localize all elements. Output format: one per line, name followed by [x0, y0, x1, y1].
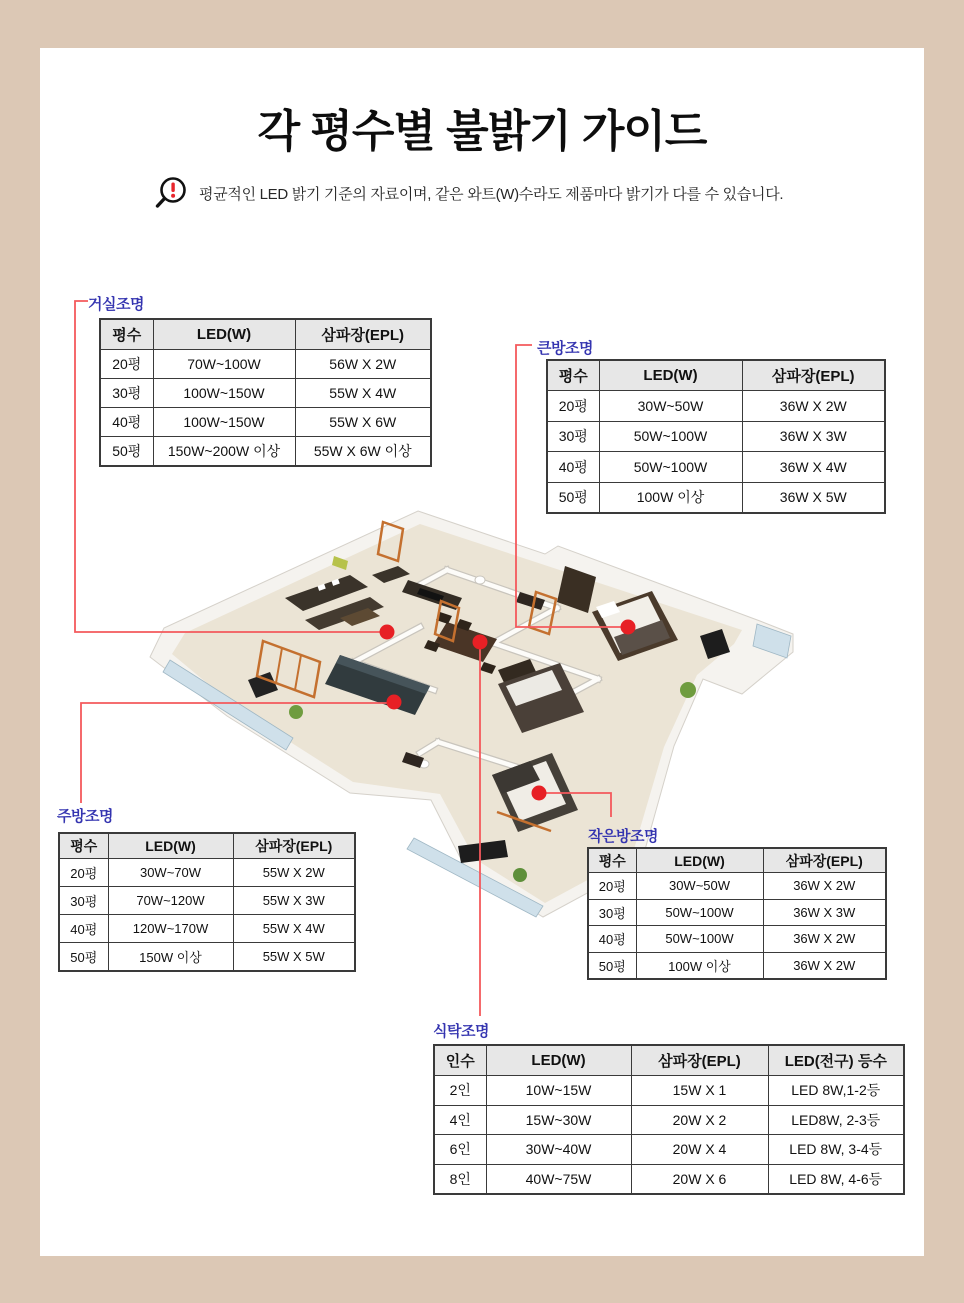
table-cell: LED8W, 2-3등: [768, 1105, 904, 1135]
table-cell: 50평: [100, 437, 153, 467]
header-row: [588, 848, 886, 873]
table-cell: 30W~70W: [108, 859, 233, 887]
table-cell: 36W X 2W: [763, 926, 886, 953]
table-row: [100, 408, 431, 437]
table-cell: 20평: [59, 859, 108, 887]
table-cell: 8인: [434, 1164, 486, 1194]
column-header: LED(W): [636, 848, 763, 873]
table-cell: 100W~150W: [153, 379, 295, 408]
table-cell: 36W X 4W: [742, 452, 885, 483]
column-header: 평수: [588, 848, 636, 873]
table-cell: 36W X 2W: [742, 391, 885, 422]
table-row: [59, 915, 355, 943]
dining-marker-dot: [473, 635, 488, 650]
table-cell: 100W 이상: [599, 482, 742, 513]
table-cell: 30W~50W: [636, 873, 763, 900]
table-row: [588, 952, 886, 979]
column-header: LED(W): [599, 360, 742, 391]
column-header: LED(W): [108, 833, 233, 859]
table-cell: 10W~15W: [486, 1076, 631, 1106]
header-row: [100, 319, 431, 350]
living-room-table-label: 거실조명: [88, 296, 144, 313]
header-row: [547, 360, 885, 391]
table-cell: 20평: [588, 873, 636, 900]
table-cell: 30평: [547, 421, 599, 452]
table-row: [547, 452, 885, 483]
table-cell: 150W 이상: [108, 943, 233, 972]
table-row: [59, 859, 355, 887]
table-cell: LED 8W,1-2등: [768, 1076, 904, 1106]
column-header: 삼파장(EPL): [742, 360, 885, 391]
plant: [289, 705, 303, 719]
column-header: 평수: [547, 360, 599, 391]
dining-table-table: [433, 1044, 905, 1195]
table-cell: 50W~100W: [636, 899, 763, 926]
table-row: [434, 1105, 904, 1135]
table-cell: 20W X 4: [631, 1135, 768, 1165]
table-cell: 55W X 5W: [233, 943, 355, 972]
column-header: 평수: [100, 319, 153, 350]
living-room-marker-dot: [380, 625, 395, 640]
table-row: [100, 350, 431, 379]
table-cell: 36W X 5W: [742, 482, 885, 513]
living-room-table: [99, 318, 432, 467]
kitchen-table-label: 주방조명: [57, 808, 113, 825]
table-cell: 20평: [547, 391, 599, 422]
table-row: [588, 873, 886, 900]
table-cell: 20W X 6: [631, 1164, 768, 1194]
table-cell: 50W~100W: [636, 926, 763, 953]
table-cell: 4인: [434, 1105, 486, 1135]
table-cell: 55W X 4W: [295, 379, 431, 408]
table-row: [588, 899, 886, 926]
table-cell: 20평: [100, 350, 153, 379]
table-cell: 50W~100W: [599, 421, 742, 452]
table-cell: 36W X 3W: [763, 899, 886, 926]
table-cell: 120W~170W: [108, 915, 233, 943]
table-cell: 50평: [588, 952, 636, 979]
column-header: 평수: [59, 833, 108, 859]
table-cell: LED 8W, 3-4등: [768, 1135, 904, 1165]
table-cell: 6인: [434, 1135, 486, 1165]
table-row: [547, 482, 885, 513]
column-header: 삼파장(EPL): [763, 848, 886, 873]
table-cell: 40평: [588, 926, 636, 953]
small-room-table: [587, 847, 887, 980]
small-room-marker-dot: [532, 786, 547, 801]
table-cell: 30평: [588, 899, 636, 926]
column-header: 인수: [434, 1045, 486, 1076]
column-header: LED(전구) 등수: [768, 1045, 904, 1076]
big-room-marker-dot: [621, 620, 636, 635]
table-cell: 36W X 3W: [742, 421, 885, 452]
column-header: 삼파장(EPL): [631, 1045, 768, 1076]
big-room-table-label: 큰방조명: [537, 340, 593, 357]
notice-text: 평균적인 LED 밝기 기준의 자료이며, 같은 와트(W)수라도 제품마다 밝기가 다를 수 있습니다.: [199, 185, 784, 203]
table-cell: 56W X 2W: [295, 350, 431, 379]
table-row: [59, 887, 355, 915]
table-cell: 70W~100W: [153, 350, 295, 379]
table-cell: 40평: [547, 452, 599, 483]
table-row: [100, 437, 431, 467]
table-cell: 40평: [100, 408, 153, 437]
table-cell: 30평: [100, 379, 153, 408]
table-cell: 50평: [547, 482, 599, 513]
table-cell: 30W~50W: [599, 391, 742, 422]
table-cell: 55W X 3W: [233, 887, 355, 915]
table-cell: 30W~40W: [486, 1135, 631, 1165]
table-row: [547, 421, 885, 452]
header-row: [434, 1045, 904, 1076]
column-header: LED(W): [153, 319, 295, 350]
table-cell: 70W~120W: [108, 887, 233, 915]
table-row: [547, 391, 885, 422]
table-cell: 20W X 2: [631, 1105, 768, 1135]
column-header: 삼파장(EPL): [295, 319, 431, 350]
header-row: [59, 833, 355, 859]
page-title: 각 평수별 불밝기 가이드: [257, 107, 707, 156]
table-row: [434, 1076, 904, 1106]
table-row: [434, 1164, 904, 1194]
column-header: LED(W): [486, 1045, 631, 1076]
table-cell: 50평: [59, 943, 108, 972]
table-cell: LED 8W, 4-6등: [768, 1164, 904, 1194]
big-room-table: [546, 359, 886, 514]
kitchen-table: [58, 832, 356, 972]
kitchen-marker-dot: [387, 695, 402, 710]
table-cell: 40평: [59, 915, 108, 943]
plant: [680, 682, 696, 698]
table-cell: 150W~200W 이상: [153, 437, 295, 467]
plant: [513, 868, 527, 882]
table-row: [59, 943, 355, 972]
table-cell: 50W~100W: [599, 452, 742, 483]
table-cell: 55W X 2W: [233, 859, 355, 887]
table-row: [588, 926, 886, 953]
table-cell: 100W 이상: [636, 952, 763, 979]
table-cell: 100W~150W: [153, 408, 295, 437]
table-cell: 55W X 4W: [233, 915, 355, 943]
table-row: [434, 1135, 904, 1165]
table-cell: 55W X 6W 이상: [295, 437, 431, 467]
table-cell: 36W X 2W: [763, 952, 886, 979]
small-room-table-label: 작은방조명: [588, 828, 658, 845]
table-cell: 40W~75W: [486, 1164, 631, 1194]
table-cell: 2인: [434, 1076, 486, 1106]
column-header: 삼파장(EPL): [233, 833, 355, 859]
table-cell: 15W~30W: [486, 1105, 631, 1135]
table-cell: 36W X 2W: [763, 873, 886, 900]
table-cell: 55W X 6W: [295, 408, 431, 437]
table-cell: 30평: [59, 887, 108, 915]
table-cell: 15W X 1: [631, 1076, 768, 1106]
dining-table-label: 식탁조명: [433, 1023, 489, 1040]
table-row: [100, 379, 431, 408]
